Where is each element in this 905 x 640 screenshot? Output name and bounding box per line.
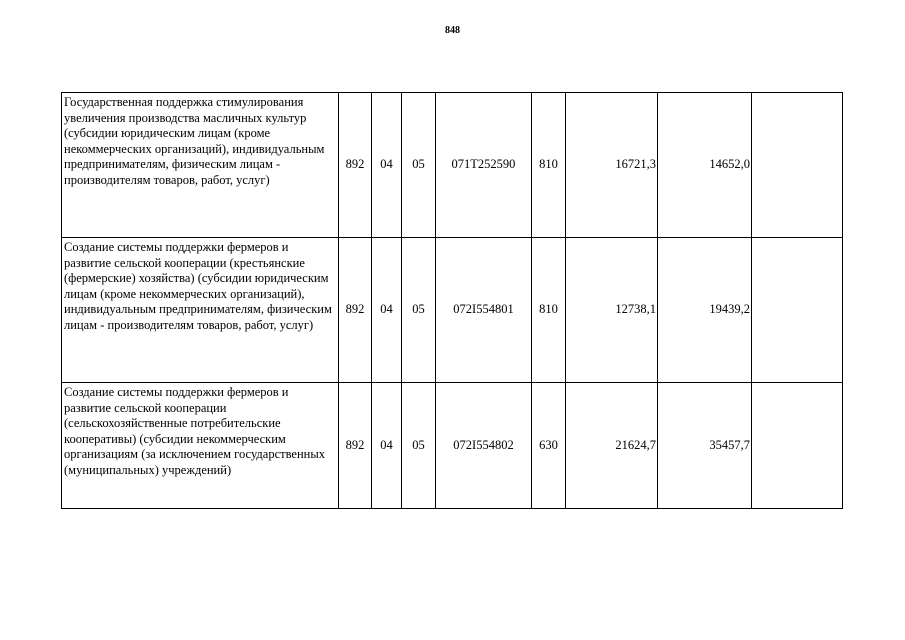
target-article-cell: 071T252590 [436,93,532,238]
amount-2-cell: 35457,7 [658,383,752,509]
table-row [62,93,843,238]
ministry-code-cell: 892 [339,93,372,238]
expense-type-cell: 630 [532,383,566,509]
ministry-code-cell: 892 [339,238,372,383]
amount-2-cell: 19439,2 [658,238,752,383]
subsection-code-cell: 05 [402,93,436,238]
target-article-cell: 072I554801 [436,238,532,383]
section-code-cell: 04 [372,93,402,238]
page-number: 848 [445,25,460,36]
table-row [62,238,843,383]
row-name-cell: Государственная поддержка стимулирования увеличения производства масличных культур (субсидии юридическим лицам (кроме некоммерческих организаций), индивидуальным предпринимателям, физическим лицам - производителям товаров, работ, услуг) [62,93,339,238]
amount-3-cell [752,238,843,383]
row-name-cell: Создание системы поддержки фермеров и развитие сельской кооперации (крестьянские (фермерские) хозяйства) (субсидии юридическим лицам (кроме некоммерческих организаций), индивидуальным предпринимателям, физическим лицам - производителям товаров, работ, услуг) [62,238,339,383]
table-row [62,383,843,509]
amount-3-cell [752,383,843,509]
ministry-code-cell: 892 [339,383,372,509]
amount-3-cell [752,93,843,238]
amount-1-cell: 21624,7 [566,383,658,509]
subsection-code-cell: 05 [402,238,436,383]
subsection-code-cell: 05 [402,383,436,509]
amount-1-cell: 16721,3 [566,93,658,238]
expense-type-cell: 810 [532,238,566,383]
expense-type-cell: 810 [532,93,566,238]
amount-1-cell: 12738,1 [566,238,658,383]
amount-2-cell: 14652,0 [658,93,752,238]
section-code-cell: 04 [372,238,402,383]
row-name-cell: Создание системы поддержки фермеров и развитие сельской кооперации (сельскохозяйственные потребительские кооперативы) (субсидии некоммерческим организациям (за исключением государственных (муниципальных) учреждений) [62,383,339,509]
target-article-cell: 072I554802 [436,383,532,509]
section-code-cell: 04 [372,383,402,509]
budget-table [61,92,843,509]
